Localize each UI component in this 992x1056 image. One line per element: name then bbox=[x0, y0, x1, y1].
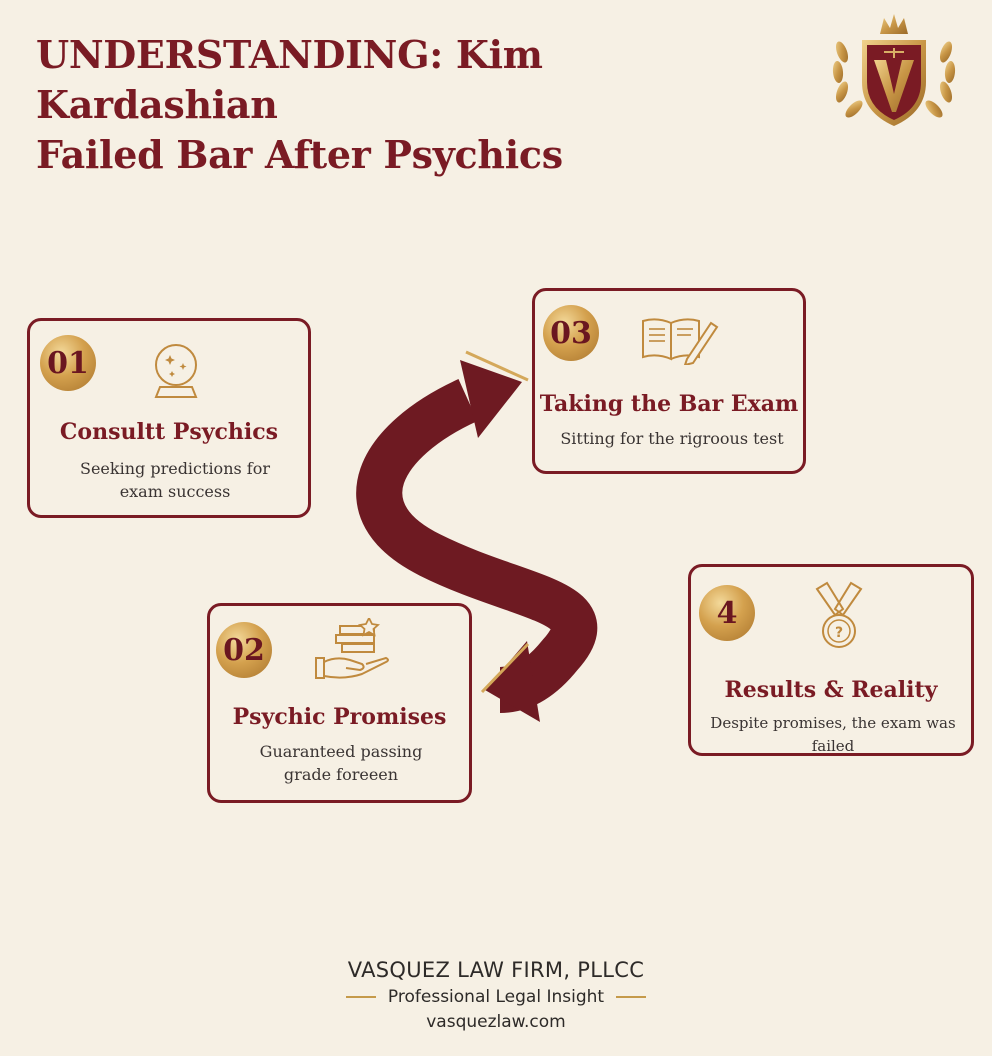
step-title: Taking the Bar Exam bbox=[539, 391, 799, 417]
step-title: Psychic Promises bbox=[232, 704, 447, 730]
crystal-ball-icon bbox=[146, 339, 206, 403]
step-description bbox=[691, 712, 975, 758]
svg-text:?: ? bbox=[834, 625, 844, 641]
step-description-line: exam success bbox=[119, 482, 231, 501]
title-line-2: Failed Bar After Psychics bbox=[36, 132, 563, 177]
step-description bbox=[30, 457, 320, 503]
step-number-badge: 03 bbox=[543, 305, 599, 361]
step-description-line: Sitting for the rigroous test bbox=[560, 429, 784, 448]
step-description bbox=[210, 740, 472, 786]
step-number-badge: 02 bbox=[216, 622, 272, 678]
step-description bbox=[535, 427, 809, 450]
book-pencil-icon bbox=[639, 315, 719, 365]
step-title: Consultt Psychics bbox=[59, 419, 279, 445]
step-card-02 bbox=[207, 603, 472, 803]
hand-books-icon bbox=[314, 618, 394, 682]
footer bbox=[0, 958, 992, 1032]
step-description-line: Seeking predictions for bbox=[79, 459, 270, 478]
step-card-01 bbox=[27, 318, 311, 518]
step-title: Results & Reality bbox=[724, 677, 938, 703]
medal-question-icon bbox=[809, 579, 869, 659]
website-link[interactable]: vasquezlaw.com bbox=[426, 1012, 566, 1032]
tagline-row bbox=[0, 987, 992, 1007]
step-number-badge: 01 bbox=[40, 335, 96, 391]
step-card-04 bbox=[688, 564, 974, 756]
step-description-line: Despite promises, the exam was failed bbox=[710, 714, 956, 755]
step-description-line: Guaranteed passing bbox=[259, 742, 423, 761]
divider bbox=[616, 996, 646, 998]
title-line-1: UNDERSTANDING: Kim Kardashian bbox=[36, 32, 543, 127]
divider bbox=[346, 996, 376, 998]
tagline: Professional Legal Insight bbox=[387, 987, 605, 1007]
step-description-line: grade foreeen bbox=[283, 765, 399, 784]
firm-name: VASQUEZ LAW FIRM, PLLCC bbox=[347, 958, 645, 982]
step-number-badge: 4 bbox=[699, 585, 755, 641]
step-card-03 bbox=[532, 288, 806, 474]
